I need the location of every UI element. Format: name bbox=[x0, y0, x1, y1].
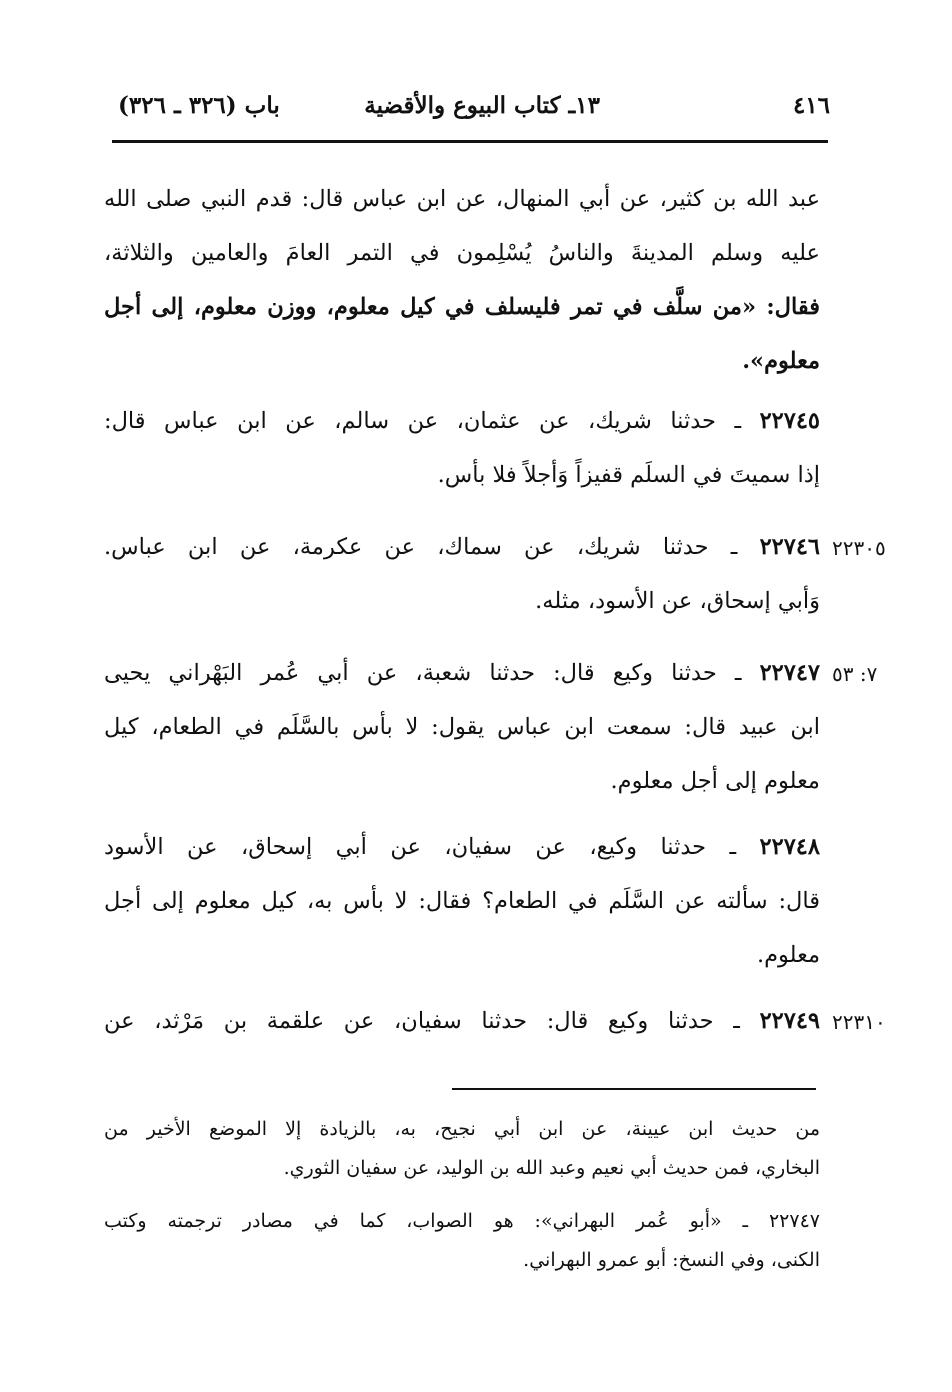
text-line: ابن عبيد قال: سمعت ابن عباس يقول: لا بأس بالسَّلَم في الطعام، كيل bbox=[104, 714, 820, 740]
chapter-reference: باب (٣٢٦ ـ ٣٢٦) bbox=[118, 92, 280, 119]
hadith-22746 bbox=[104, 520, 820, 628]
footnote-line: البخاري، فمن حديث أبي نعيم وعبد الله بن الوليد، عن سفيان الثوري. bbox=[283, 1157, 820, 1179]
footnote-1 bbox=[104, 1110, 820, 1188]
hadith-text: ـ حدثنا شريك، عن سماك، عن عكرمة، عن ابن عباس. bbox=[104, 534, 738, 560]
hadith-text: ـ حدثنا وكيع قال: حدثنا شعبة، عن أبي عُمر البَهْراني يحيى bbox=[104, 660, 742, 686]
hadith-text: ـ حدثنا شريك، عن عثمان، عن سالم، عن ابن عباس قال: bbox=[104, 408, 742, 434]
paragraph-1 bbox=[104, 172, 820, 388]
hadith-number: ٢٢٧٤٩ bbox=[759, 1008, 820, 1034]
hadith-22749 bbox=[104, 994, 820, 1048]
book-title: ١٣ـ كتاب البيوع والأقضية bbox=[364, 92, 600, 119]
footnote-line: الكنى، وفي النسخ: أبو عمرو البهراني. bbox=[523, 1249, 820, 1271]
text-line: عبد الله بن كثير، عن أبي المنهال، عن ابن عباس قال: قدم النبي صلى الله bbox=[104, 186, 820, 212]
hadith-text: ـ حدثنا وكيع، عن سفيان، عن أبي إسحاق، عن الأسود bbox=[104, 834, 737, 860]
page-number: ٤١٦ bbox=[792, 92, 830, 119]
hadith-22745 bbox=[104, 394, 820, 502]
footnote-separator bbox=[452, 1088, 816, 1090]
margin-note: ٢٢٣٠٥ bbox=[832, 536, 886, 560]
hadith-number: ٢٢٧٤٥ bbox=[759, 408, 820, 434]
footnote-2 bbox=[104, 1202, 820, 1280]
hadith-22747 bbox=[104, 646, 820, 808]
page-header bbox=[110, 92, 830, 132]
text-line: معلوم إلى أجل معلوم. bbox=[610, 768, 820, 794]
text-line-hadith: فقال: «من سلَّف في تمر فليسلف في كيل معلوم، ووزن معلوم، إلى أجل bbox=[104, 294, 820, 320]
text-line: إذا سميتَ في السلَم قفيزاً وَأجلاً فلا بأس. bbox=[437, 462, 820, 488]
text-line bbox=[104, 994, 820, 1048]
hadith-number: ٢٢٧٤٦ bbox=[759, 534, 820, 560]
text-line bbox=[104, 394, 820, 448]
footnote-line: من حديث ابن عيينة، عن ابن أبي نجيح، به، بالزيادة إلا الموضع الأخير من bbox=[104, 1118, 820, 1140]
text-line: عليه وسلم المدينةَ والناسُ يُسْلِمون في التمر العامَ والعامين والثلاثة، bbox=[104, 240, 820, 266]
hadith-22748 bbox=[104, 820, 820, 982]
text-line: وَأبي إسحاق، عن الأسود، مثله. bbox=[535, 588, 820, 614]
text-line-hadith: معلوم». bbox=[742, 348, 820, 374]
hadith-number: ٢٢٧٤٧ bbox=[759, 660, 821, 686]
header-rule bbox=[112, 140, 828, 143]
text-line: قال: سألته عن السَّلَم في الطعام؟ فقال: لا بأس به، كيل معلوم إلى أجل bbox=[104, 888, 820, 914]
margin-note: ٢٢٣١٠ bbox=[832, 1010, 886, 1034]
text-line bbox=[104, 520, 820, 574]
footnote-line: ٢٢٧٤٧ ـ «أبو عُمر البهراني»: هو الصواب، كما في مصادر ترجمته وكتب bbox=[104, 1210, 820, 1232]
hadith-text: ـ حدثنا وكيع قال: حدثنا سفيان، عن علقمة بن مَرْثد، عن bbox=[104, 1008, 740, 1034]
text-line bbox=[104, 646, 820, 700]
text-line bbox=[104, 820, 820, 874]
hadith-number: ٢٢٧٤٨ bbox=[759, 834, 820, 860]
margin-note: ٧: ٥٣ bbox=[832, 662, 878, 686]
text-line: معلوم. bbox=[756, 942, 820, 968]
